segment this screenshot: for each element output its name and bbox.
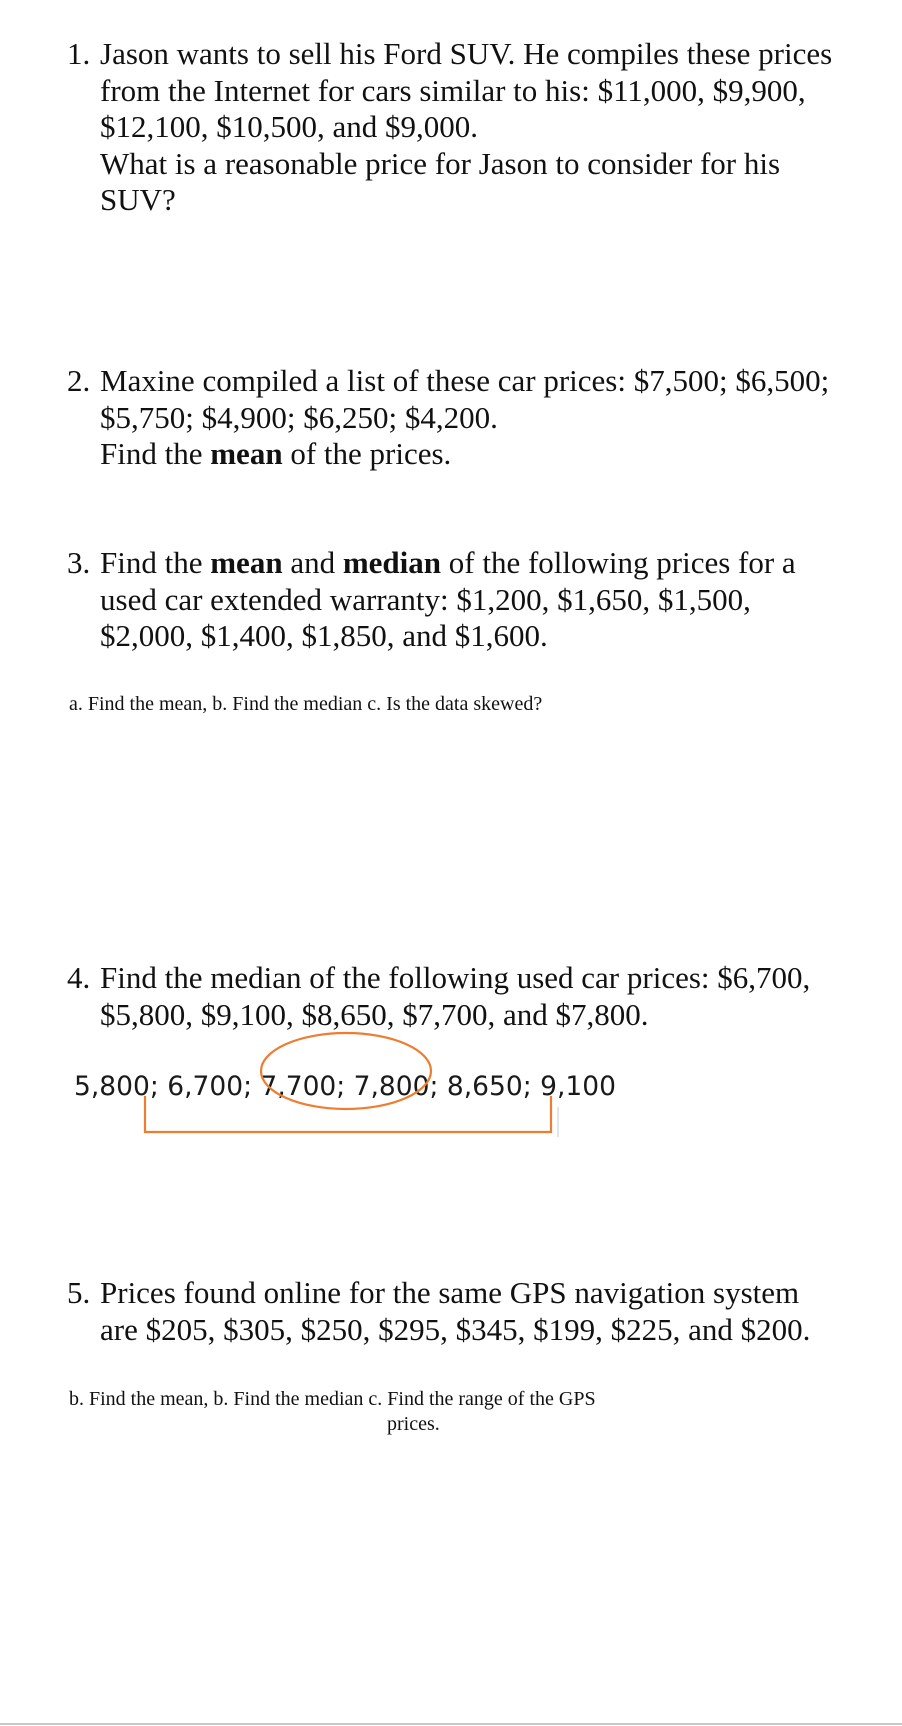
- question-line: What is a reasonable price for Jason to consider for his: [100, 145, 781, 181]
- bold-term: median: [342, 545, 442, 580]
- question-line: $12,100, $10,500, and $9,000.: [100, 109, 479, 144]
- median-circle: [261, 1033, 431, 1109]
- question-line: Find the mean and median of the following prices for a: [100, 545, 796, 580]
- question-number: 3.: [67, 545, 91, 580]
- question-5: [67, 1275, 867, 1348]
- page-bottom-divider: [0, 1723, 902, 1725]
- bold-term: mean: [210, 436, 283, 471]
- question-line: $5,800, $9,100, $8,650, $7,700, and $7,800.: [100, 996, 649, 1032]
- sorted-prices-work: 5,800; 6,700; 7,700; 7,800; 8,650; 9,100: [74, 1071, 616, 1102]
- question-line: $5,750; $4,900; $6,250; $4,200.: [100, 399, 498, 435]
- question-text: [100, 1275, 867, 1348]
- question-line: Find the mean of the prices.: [100, 436, 452, 471]
- range-bracket: [145, 1096, 551, 1132]
- question-5-subparts-cont: prices.: [387, 1413, 440, 1435]
- question-line: used car extended warranty: $1,200, $1,650, $1,500,: [100, 581, 751, 617]
- question-line: Jason wants to sell his Ford SUV. He compiles these prices: [100, 36, 833, 71]
- question-line: Maxine compiled a list of these car prices: $7,500; $6,500;: [100, 363, 830, 398]
- question-line: Prices found online for the same GPS navigation system: [100, 1275, 800, 1310]
- bold-term: mean: [210, 545, 283, 580]
- question-line: $2,000, $1,400, $1,850, and $1,600.: [100, 618, 548, 653]
- question-5-subparts: b. Find the mean, b. Find the median c. Find the range of the GPS: [69, 1388, 596, 1410]
- question-line: SUV?: [100, 182, 176, 217]
- question-number: 1.: [67, 36, 91, 71]
- question-line: Find the median of the following used car prices: $6,700,: [100, 960, 811, 995]
- question-3-subparts: a. Find the mean, b. Find the median c. Is the data skewed?: [69, 693, 543, 715]
- question-number: 5.: [67, 1275, 91, 1310]
- question-line: from the Internet for cars similar to his: $11,000, $9,900,: [100, 72, 806, 108]
- question-number: 2.: [67, 363, 91, 398]
- question-number: 4.: [67, 960, 91, 995]
- question-line: are $205, $305, $250, $295, $345, $199, $225, and $200.: [100, 1311, 811, 1347]
